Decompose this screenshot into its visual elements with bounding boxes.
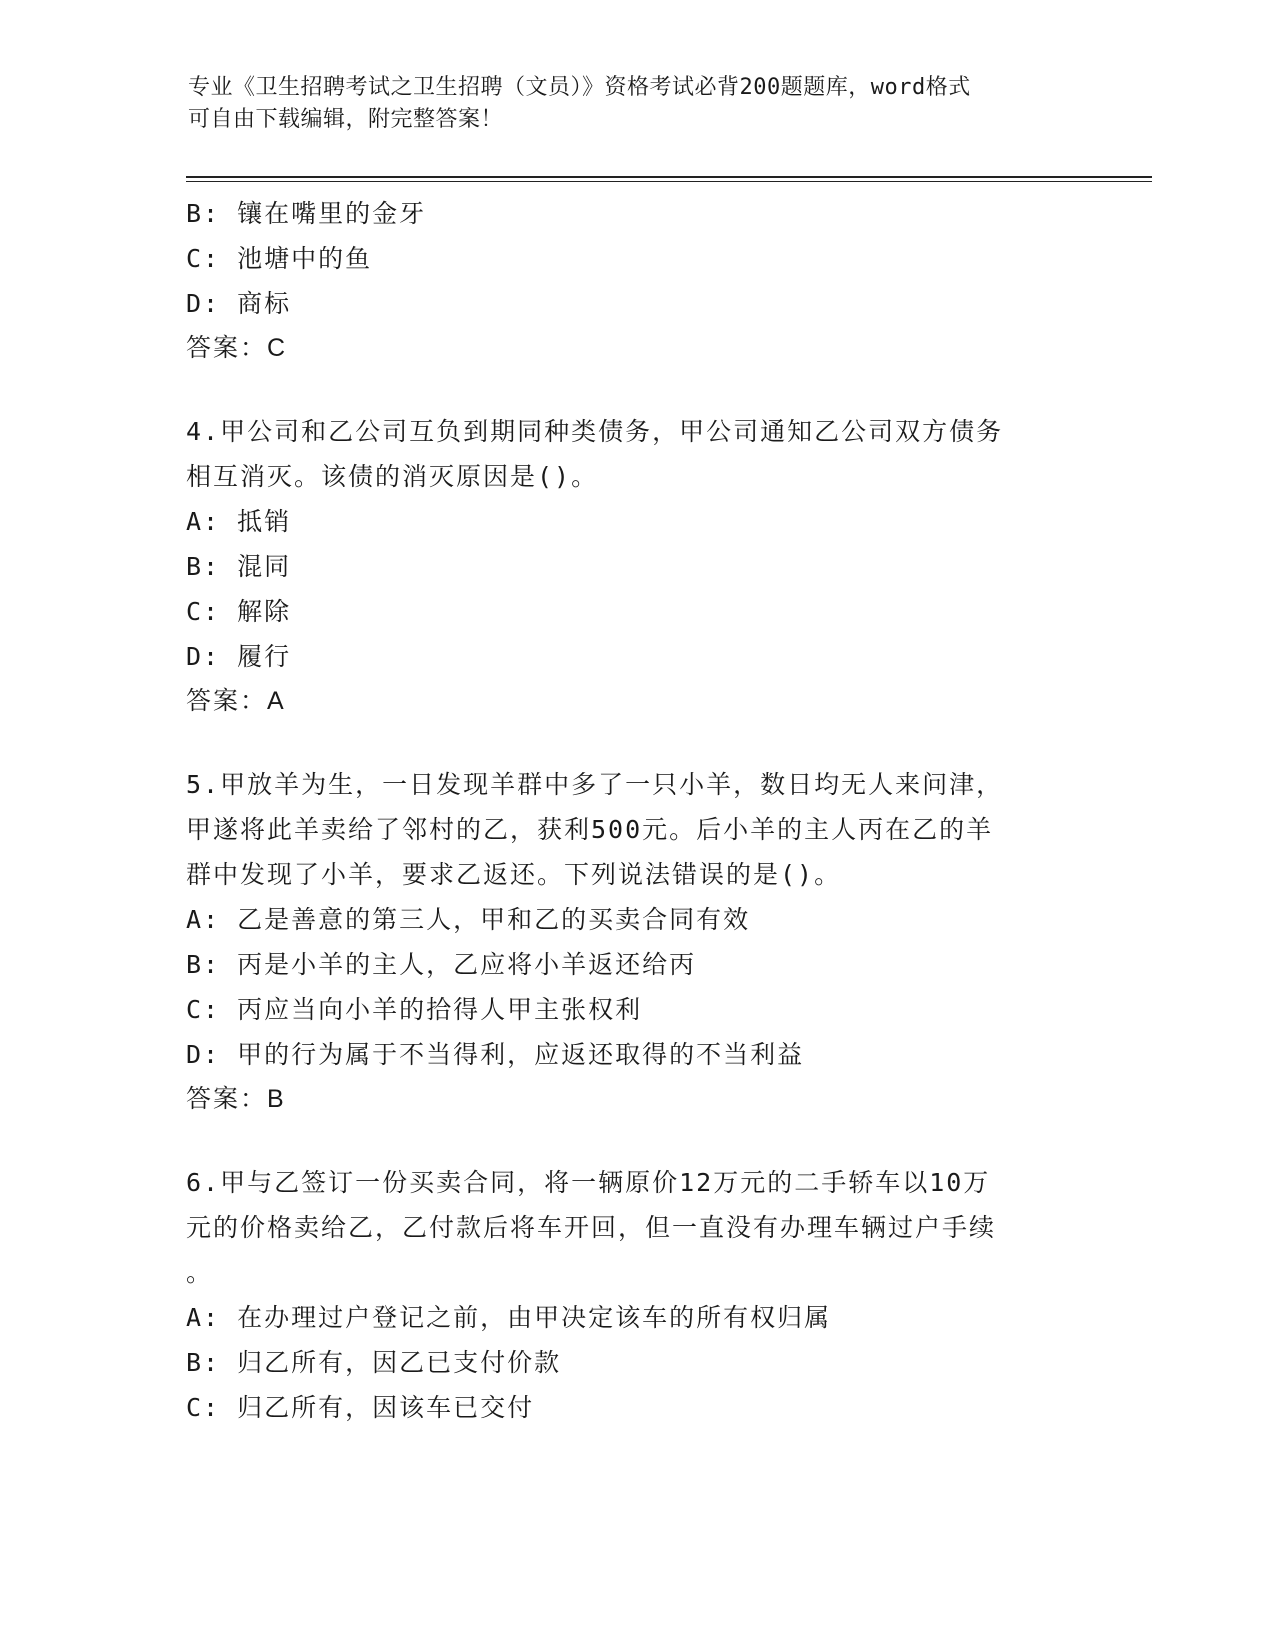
document-header (188, 72, 1088, 136)
header-line-1: 专业《卫生招聘考试之卫生招聘（文员）》资格考试必背200题题库，word格式 (188, 75, 971, 100)
question-stem-line: 6.甲与乙签订一份买卖合同，将一辆原价12万元的二手轿车以10万 (186, 1168, 991, 1197)
option-d: D: 履行 (186, 642, 292, 671)
answer: 答案：B (186, 1085, 286, 1113)
question-stem-line: 相互消灭。该债的消灭原因是()。 (186, 462, 599, 491)
option-c: C: 池塘中的鱼 (186, 244, 373, 273)
option-b: B: 混同 (186, 552, 292, 581)
question-4 (186, 409, 1086, 724)
question-stem-line: 。 (186, 1258, 214, 1287)
answer: 答案：C (186, 334, 288, 362)
header-rule-thick (186, 176, 1152, 178)
option-c: C: 丙应当向小羊的拾得人甲主张权利 (186, 995, 643, 1024)
option-c: C: 归乙所有，因该车已交付 (186, 1393, 535, 1422)
question-stem-line: 元的价格卖给乙，乙付款后将车开回，但一直没有办理车辆过户手续 (186, 1213, 997, 1242)
option-b: B: 丙是小羊的主人，乙应将小羊返还给丙 (186, 950, 697, 979)
option-a: A: 在办理过户登记之前，由甲决定该车的所有权归属 (186, 1303, 832, 1332)
question-stem-line: 甲遂将此羊卖给了邻村的乙，获利500元。后小羊的主人丙在乙的羊 (186, 815, 994, 844)
option-a: A: 抵销 (186, 507, 292, 536)
question-stem-line: 群中发现了小羊，要求乙返还。下列说法错误的是()。 (186, 860, 842, 889)
question-stem-line: 5.甲放羊为生，一日发现羊群中多了一只小羊，数日均无人来问津， (186, 770, 1004, 799)
document-body (186, 191, 1086, 1430)
header-rule-thin (186, 181, 1152, 182)
option-d: D: 甲的行为属于不当得利，应返还取得的不当利益 (186, 1040, 805, 1069)
option-b: B: 镶在嘴里的金牙 (186, 199, 427, 228)
option-a: A: 乙是善意的第三人，甲和乙的买卖合同有效 (186, 905, 751, 934)
answer: 答案：A (186, 687, 286, 715)
question-3 (186, 191, 1086, 371)
question-stem-line: 4.甲公司和乙公司互负到期同种类债务，甲公司通知乙公司双方债务 (186, 417, 1004, 446)
question-6 (186, 1160, 1086, 1430)
option-d: D: 商标 (186, 289, 292, 318)
option-c: C: 解除 (186, 597, 292, 626)
question-5 (186, 762, 1086, 1122)
option-b: B: 归乙所有，因乙已支付价款 (186, 1348, 562, 1377)
header-line-2: 可自由下载编辑，附完整答案！ (188, 107, 504, 132)
